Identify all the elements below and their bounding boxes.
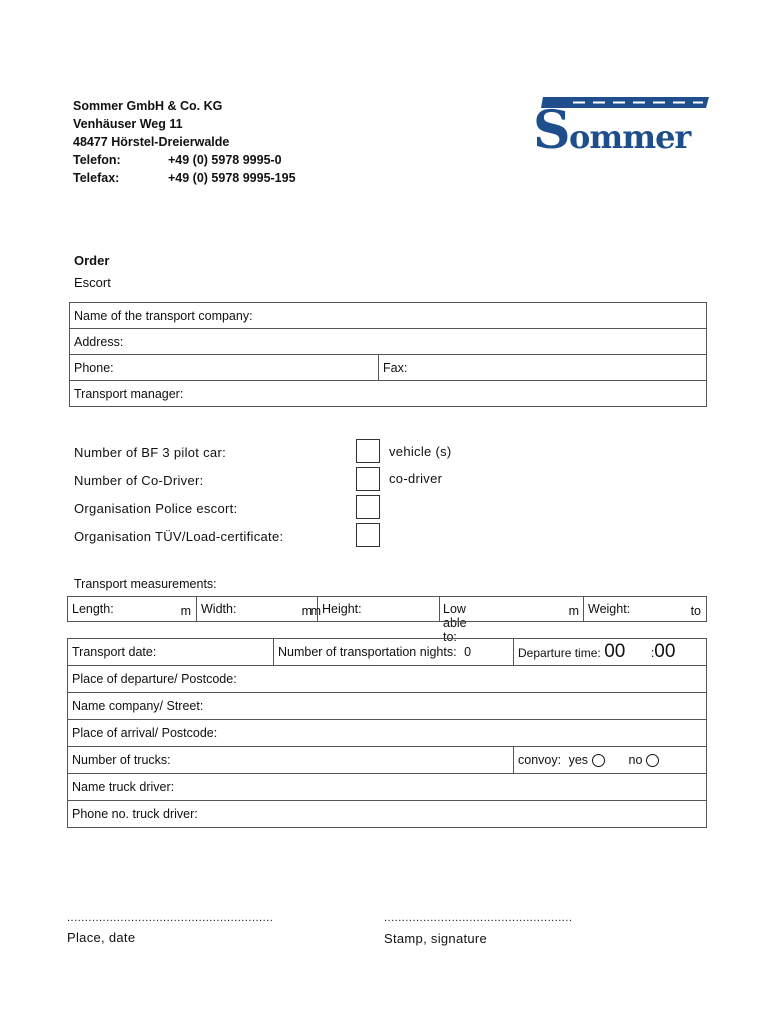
departure-time-field[interactable]: Departure time: 00 :00 [514, 639, 707, 666]
measurements-row [67, 596, 707, 644]
pilot-car-label: Number of BF 3 pilot car: [74, 445, 226, 460]
arrival-place-field[interactable]: Place of arrival/ Postcode: [68, 720, 707, 747]
vehicle-suffix: vehicle (s) [389, 444, 452, 459]
convoy-field: convoy: yes no [514, 747, 707, 774]
company-fax-row [73, 169, 296, 187]
transport-date-field[interactable]: Transport date: [68, 639, 274, 666]
company-street: Venhäuser Weg 11 [73, 117, 183, 131]
co-driver-input[interactable] [356, 467, 380, 491]
departure-place-field[interactable]: Place of departure/ Postcode: [68, 666, 707, 693]
convoy-no-radio[interactable] [646, 754, 659, 767]
company-street-field[interactable]: Name company/ Street: [68, 693, 707, 720]
transport-company-field[interactable]: Name of the transport company: [70, 303, 707, 329]
tuv-label: Organisation TÜV/Load-certificate: [74, 529, 284, 544]
phone-field[interactable]: Phone: [70, 355, 379, 381]
order-title: Order [74, 253, 110, 268]
police-escort-label: Organisation Police escort: [74, 501, 238, 516]
company-city: 48477 Hörstel-Dreierwalde [73, 135, 230, 149]
convoy-yes-radio[interactable] [592, 754, 605, 767]
height-field[interactable]: Height: m Low able to: [317, 596, 440, 622]
place-date-label: Place, date [67, 930, 136, 945]
sommer-logo [533, 95, 709, 151]
police-escort-checkbox[interactable] [356, 495, 380, 519]
pilot-car-input[interactable] [356, 439, 380, 463]
departure-minutes: 00 [654, 641, 676, 662]
transport-manager-field[interactable]: Transport manager: [70, 381, 707, 407]
address-field[interactable]: Address: [70, 329, 707, 355]
svg-text:ommer: ommer [569, 118, 691, 151]
transport-details-table [67, 638, 707, 828]
order-subtitle: Escort [74, 275, 111, 290]
co-driver-suffix: co-driver [389, 471, 443, 486]
phone-label: Telefon: [73, 153, 121, 167]
company-phone-row [73, 151, 296, 169]
truck-driver-phone-field[interactable]: Phone no. truck driver: [68, 801, 707, 828]
company-address [73, 97, 296, 187]
length-field[interactable]: Length: m [67, 596, 197, 622]
nights-value: 0 [464, 645, 472, 659]
width-field[interactable]: Width: m [196, 596, 318, 622]
departure-hours: 00 [604, 641, 626, 662]
place-date-line[interactable]: .......................................................... [67, 912, 274, 924]
transport-company-table [69, 302, 707, 407]
svg-text:S: S [533, 100, 571, 151]
low-able-label: Low able to: [443, 602, 467, 644]
stamp-signature-label: Stamp, signature [384, 931, 488, 946]
weight-field[interactable]: Weight: to [583, 596, 707, 622]
stamp-signature-line[interactable]: ..................................................... [384, 912, 573, 924]
phone-value: +49 (0) 5978 9995-0 [168, 153, 282, 167]
co-driver-label: Number of Co-Driver: [74, 473, 204, 488]
trucks-field[interactable]: Number of trucks: [68, 747, 514, 774]
truck-driver-field[interactable]: Name truck driver: [68, 774, 707, 801]
fax-field[interactable]: Fax: [379, 355, 707, 381]
measurements-title: Transport measurements: [74, 577, 217, 591]
tuv-checkbox[interactable] [356, 523, 380, 547]
nights-field[interactable]: Number of transportation nights: 0 [274, 639, 514, 666]
company-name: Sommer GmbH & Co. KG [73, 99, 223, 113]
fax-label: Telefax: [73, 171, 120, 185]
low-able-field[interactable]: m [439, 596, 584, 622]
fax-value: +49 (0) 5978 9995-195 [168, 171, 296, 185]
